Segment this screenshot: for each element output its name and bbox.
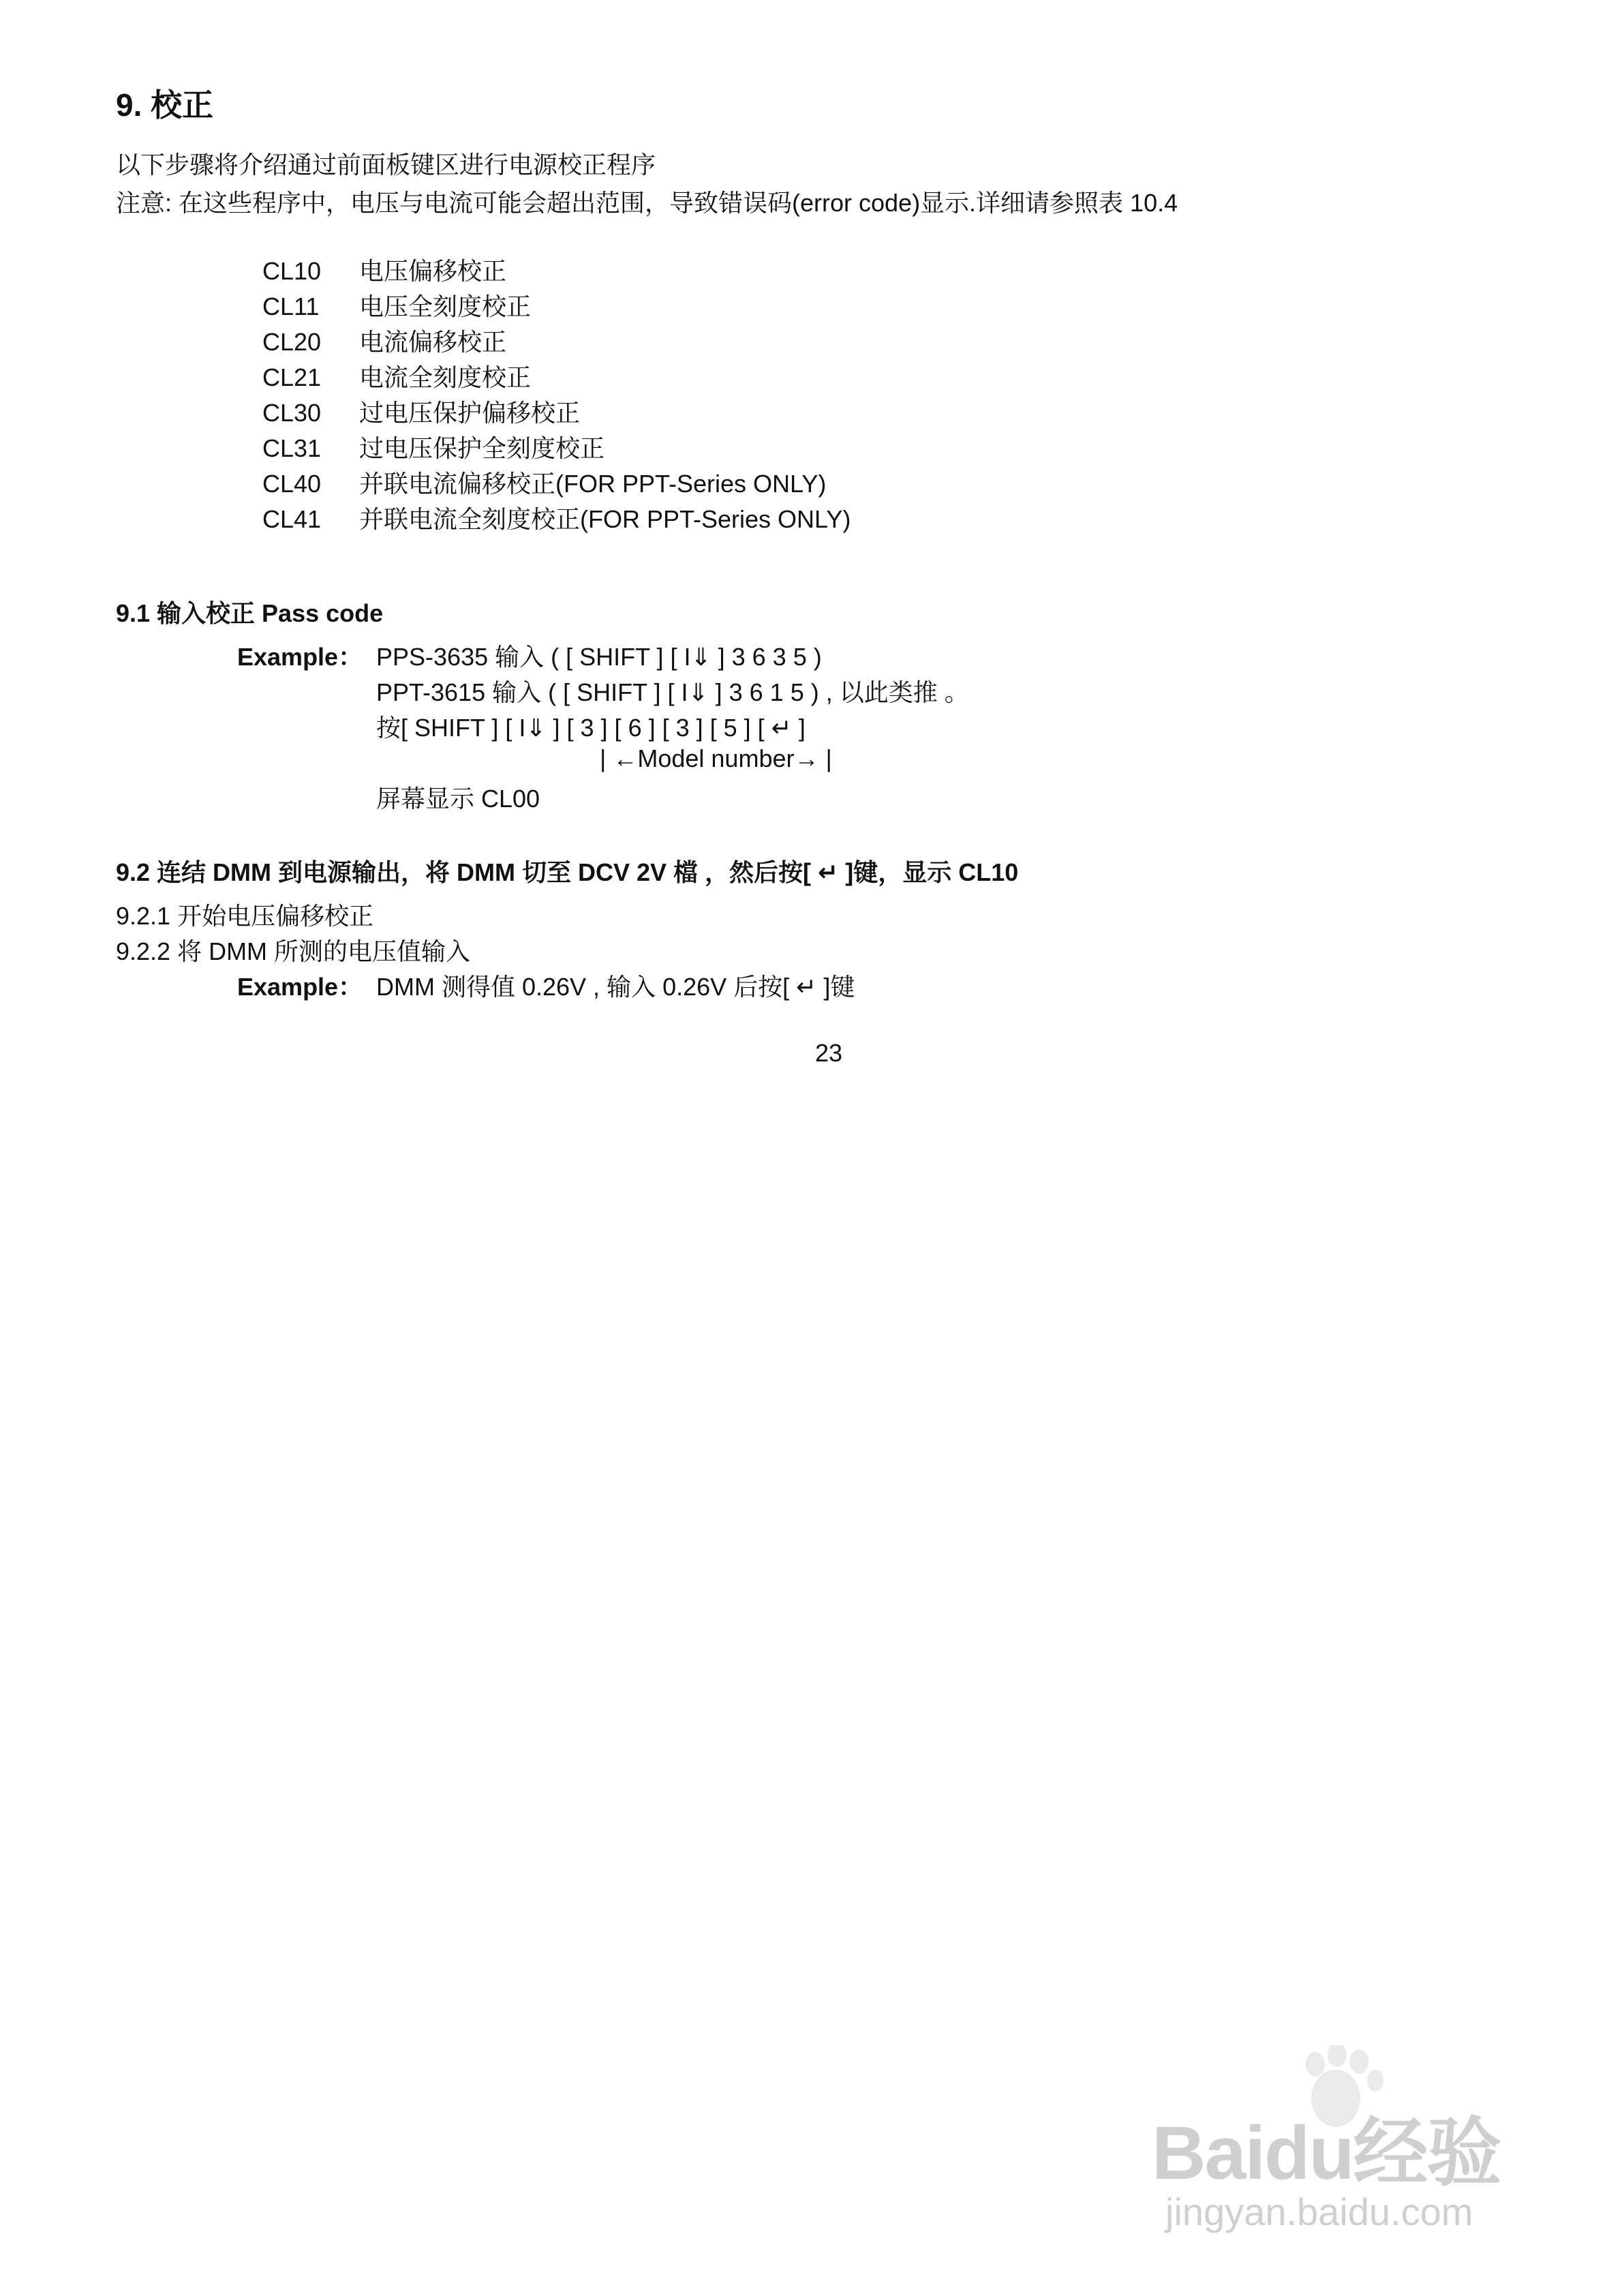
list-item xyxy=(262,429,605,464)
code-description: 电流全刻度校正 xyxy=(359,363,532,391)
code-label: CL11 xyxy=(262,292,320,320)
note-text: 注意: 在这些程序中，电压与电流可能会超出范围，导致错误码(error code)显示.详细请参照表 10.4 xyxy=(116,189,1178,217)
code-description: 电压偏移校正 xyxy=(359,257,507,285)
list-item xyxy=(262,465,826,500)
code-label: CL40 xyxy=(262,470,322,498)
code-description: 过电压保护偏移校正 xyxy=(359,399,581,427)
step-9-2-2: 9.2.2 将 DMM 所测的电压值输入 xyxy=(116,937,471,965)
screen-display-text: 屏幕显示 CL00 xyxy=(376,785,540,813)
example-line-pps: PPS-3635 输入 ( [ SHIFT ] [ I⇓ ] 3 6 3 5 ) xyxy=(376,643,822,671)
example-line-ppt: PPT-3615 输入 ( [ SHIFT ] [ I⇓ ] 3 6 1 5 ) , 以此类推 。 xyxy=(376,678,969,706)
code-description: 电流偏移校正 xyxy=(359,328,507,356)
intro-text: 以下步骤将介绍通过前面板键区进行电源校正程序 xyxy=(116,151,656,179)
list-item xyxy=(262,252,506,287)
code-description: 并联电流全刻度校正(FOR PPT-Series ONLY) xyxy=(359,505,851,533)
code-label: CL21 xyxy=(262,363,322,391)
list-item xyxy=(262,500,851,535)
page-number: 23 xyxy=(815,1039,843,1067)
list-item xyxy=(262,323,506,358)
example-label: Example： xyxy=(237,643,363,671)
list-item xyxy=(262,394,580,429)
example-label-2: Example： xyxy=(237,973,363,1001)
code-label: CL10 xyxy=(262,257,322,285)
list-item xyxy=(262,359,531,393)
baidu-watermark xyxy=(1152,2045,1547,2250)
section-title: 9. 校正 xyxy=(116,87,214,123)
code-label: CL30 xyxy=(262,399,322,427)
code-description: 过电压保护全刻度校正 xyxy=(359,434,605,462)
key-sequence: 按[ SHIFT ] [ I⇓ ] [ 3 ] [ 6 ] [ 3 ] [ 5 ] [ ↵ ] xyxy=(376,714,806,742)
example-text-2: DMM 测得值 0.26V , 输入 0.26V 后按[ ↵ ]键 xyxy=(376,973,855,1001)
code-description: 电压全刻度校正 xyxy=(359,292,532,320)
watermark-brand: Baidu经验 xyxy=(1152,2111,1501,2195)
code-label: CL41 xyxy=(262,505,322,533)
section-9-2-heading: 9.2 连结 DMM 到电源输出，将 DMM 切至 DCV 2V 檔 ，然后按[ ↵ ]键，显示 CL10 xyxy=(116,858,1019,886)
code-description: 并联电流偏移校正(FOR PPT-Series ONLY) xyxy=(359,470,827,498)
list-item xyxy=(262,288,531,322)
step-9-2-1: 9.2.1 开始电压偏移校正 xyxy=(116,902,374,930)
section-9-1-heading: 9.1 输入校正 Pass code xyxy=(116,599,384,627)
code-label: CL20 xyxy=(262,328,322,356)
model-number-annotation: | ←Model number→ | xyxy=(600,744,832,772)
watermark-url: jingyan.baidu.com xyxy=(1165,2190,1473,2233)
code-label: CL31 xyxy=(262,434,322,462)
